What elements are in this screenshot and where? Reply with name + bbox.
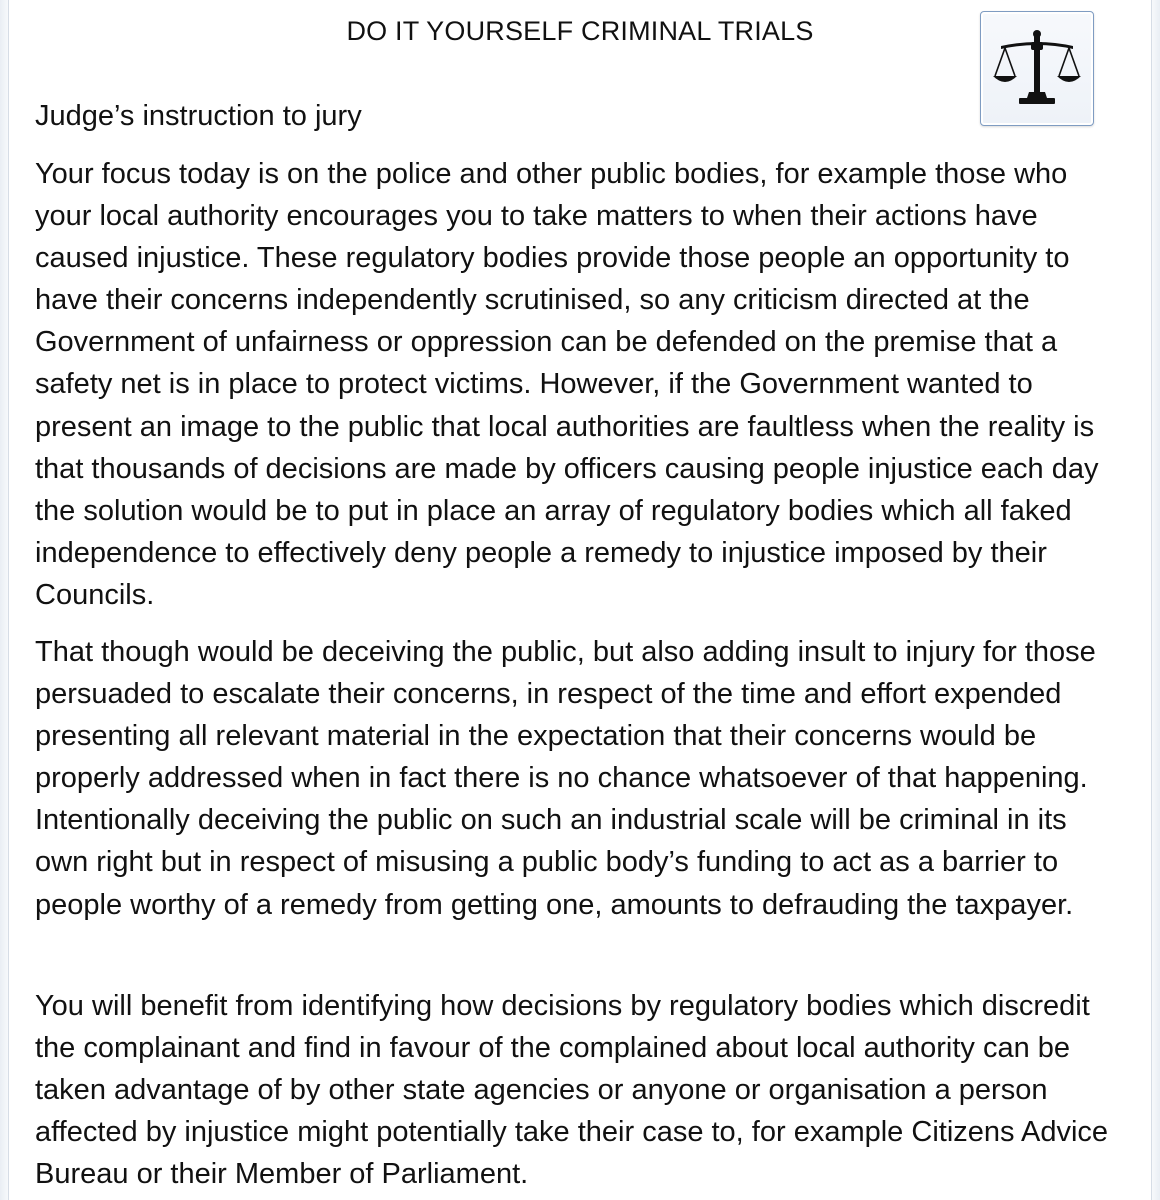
section-heading: Judge’s instruction to jury bbox=[35, 100, 362, 132]
page-edge-right bbox=[1152, 0, 1160, 1200]
paragraph-3: You will benefit from identifying how decisions by regulatory bodies which discredit the complainant and find in favour of the complained about local authority can be taken advantage of by other state agencies or anyone or organisation a person affected by injustice might potentially take their case to, for example Citizens Advice Bureau or their Member of Parliament. bbox=[35, 990, 1109, 1191]
document-title: DO IT YOURSELF CRIMINAL TRIALS bbox=[346, 16, 814, 46]
paragraph-2: That though would be deceiving the public, but also adding insult to injury for those persuaded to escalate their concerns, in respect of the time and effort expended presenting all relevant material in the expectation that their concerns would be properly addressed when in fact there is no chance whatsoever of that happening. Intentionally deceiving the public on such an industrial scale will be criminal in its own right but in respect of misusing a public body’s funding to act as a barrier to people worthy of a remedy from getting one, amounts to defrauding the taxpayer. bbox=[35, 636, 1096, 921]
scales-of-justice-icon bbox=[991, 26, 1083, 110]
paragraph-1: Your focus today is on the police and other public bodies, for example those who your local authority encourages you to take matters to when their actions have caused injustice. These regulatory bodies provide those people an opportunity to have their concerns independently scrutinised, so any criticism directed at the Government of unfairness or oppression can be defended on the premise that a safety net is in place to protect victims. However, if the Government wanted to present an image to the public that local authorities are faultless when the reality is that thousands of decisions are made by officers causing people injustice each day the solution would be to put in place an array of regulatory bodies which all faked independence to effectively deny people a remedy to injustice imposed by their Councils. bbox=[35, 158, 1099, 611]
logo-box bbox=[980, 11, 1094, 126]
page-edge-left bbox=[0, 0, 8, 1200]
